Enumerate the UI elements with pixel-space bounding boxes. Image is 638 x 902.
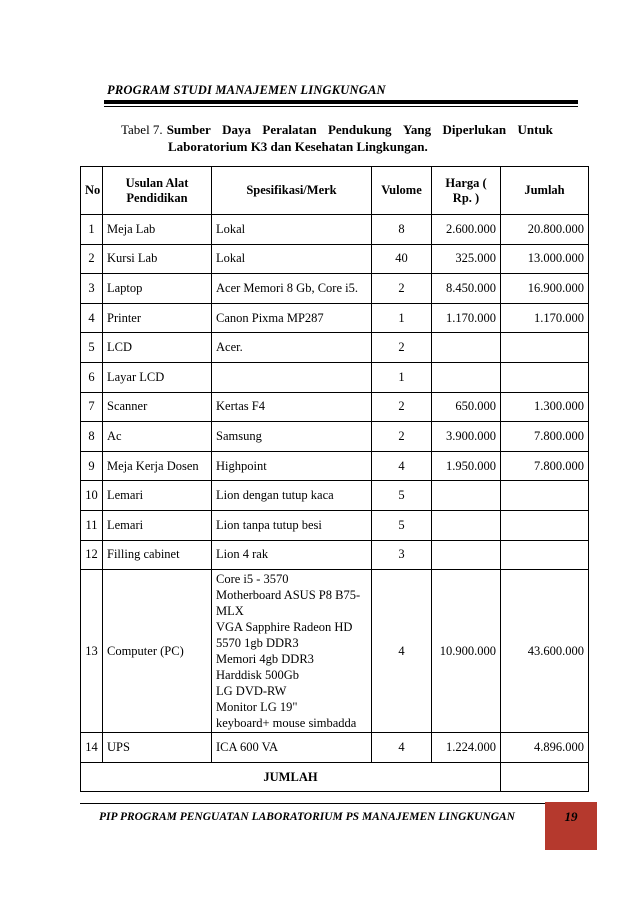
cell-volume: 8 xyxy=(372,215,432,245)
cell-no: 5 xyxy=(81,333,103,363)
cell-price: 1.950.000 xyxy=(432,451,501,481)
cell-spec: Lion dengan tutup kaca xyxy=(212,481,372,511)
header-spec: Spesifikasi/Merk xyxy=(212,167,372,215)
cell-volume: 2 xyxy=(372,274,432,304)
table-row xyxy=(81,215,589,245)
caption-word: Diperlukan xyxy=(442,122,507,137)
cell-item: UPS xyxy=(103,733,212,763)
cell-price xyxy=(432,333,501,363)
cell-total: 16.900.000 xyxy=(501,274,589,304)
cell-price xyxy=(432,362,501,392)
table-row xyxy=(81,733,589,763)
cell-price: 1.170.000 xyxy=(432,303,501,333)
table-row xyxy=(81,303,589,333)
cell-volume: 2 xyxy=(372,392,432,422)
caption-word: Pendukung xyxy=(327,122,392,137)
total-label: JUMLAH xyxy=(81,762,501,792)
cell-item: Scanner xyxy=(103,392,212,422)
spec-line: VGA Sapphire Radeon HD xyxy=(216,620,353,635)
cell-total: 4.896.000 xyxy=(501,733,589,763)
cell-price: 650.000 xyxy=(432,392,501,422)
cell-spec: ICA 600 VA xyxy=(212,733,372,763)
cell-no: 13 xyxy=(81,570,103,733)
cell-item: Lemari xyxy=(103,481,212,511)
cell-volume: 4 xyxy=(372,451,432,481)
cell-item: Layar LCD xyxy=(103,362,212,392)
header-price: Harga ( Rp. ) xyxy=(432,167,501,215)
cell-item: Printer xyxy=(103,303,212,333)
table-caption xyxy=(121,121,553,155)
header-rule-thick xyxy=(104,100,578,104)
cell-volume: 4 xyxy=(372,570,432,733)
cell-no: 9 xyxy=(81,451,103,481)
cell-total xyxy=(501,362,589,392)
spec-line: Monitor LG 19" xyxy=(216,700,298,715)
cell-volume: 2 xyxy=(372,333,432,363)
header-no: No xyxy=(81,167,103,215)
cell-no: 6 xyxy=(81,362,103,392)
header-total: Jumlah xyxy=(501,167,589,215)
cell-price: 1.224.000 xyxy=(432,733,501,763)
cell-no: 2 xyxy=(81,244,103,274)
cell-volume: 4 xyxy=(372,733,432,763)
cell-total xyxy=(501,540,589,570)
cell-volume: 5 xyxy=(372,510,432,540)
cell-item: Computer (PC) xyxy=(103,570,212,733)
cell-no: 14 xyxy=(81,733,103,763)
spec-line: 5570 1gb DDR3 xyxy=(216,636,299,651)
table-row xyxy=(81,451,589,481)
cell-spec: Lokal xyxy=(212,215,372,245)
footer-text: PIP PROGRAM PENGUATAN LABORATORIUM PS MANAJEMEN LINGKUNGAN xyxy=(99,811,515,823)
table-row xyxy=(81,510,589,540)
cell-spec: Acer Memori 8 Gb, Core i5. xyxy=(212,274,372,304)
cell-spec: Canon Pixma MP287 xyxy=(212,303,372,333)
cell-price: 325.000 xyxy=(432,244,501,274)
caption-prefix: Tabel 7. xyxy=(121,122,163,137)
cell-volume: 1 xyxy=(372,303,432,333)
caption-word: Yang xyxy=(402,122,432,137)
total-row xyxy=(81,762,589,792)
cell-spec: Lion 4 rak xyxy=(212,540,372,570)
table-row xyxy=(81,362,589,392)
table-header-row xyxy=(81,167,589,215)
cell-spec: Samsung xyxy=(212,422,372,452)
cell-volume: 1 xyxy=(372,362,432,392)
cell-price: 2.600.000 xyxy=(432,215,501,245)
cell-total: 7.800.000 xyxy=(501,422,589,452)
table-row xyxy=(81,274,589,304)
cell-no: 12 xyxy=(81,540,103,570)
cell-item: Kursi Lab xyxy=(103,244,212,274)
table-row xyxy=(81,422,589,452)
cell-price: 3.900.000 xyxy=(432,422,501,452)
header-rule-thin xyxy=(104,106,578,107)
caption-word: Sumber xyxy=(166,122,211,137)
cell-spec: Lokal xyxy=(212,244,372,274)
header-item: Usulan Alat Pendidikan xyxy=(103,167,212,215)
spec-line: MLX xyxy=(216,604,244,619)
cell-total: 7.800.000 xyxy=(501,451,589,481)
header-volume: Vulome xyxy=(372,167,432,215)
cell-spec xyxy=(212,570,372,733)
cell-spec: Kertas F4 xyxy=(212,392,372,422)
page-number: 19 xyxy=(564,809,578,824)
cell-volume: 2 xyxy=(372,422,432,452)
spec-line: Motherboard ASUS P8 B75- xyxy=(216,588,361,603)
cell-price xyxy=(432,510,501,540)
cell-spec: Lion tanpa tutup besi xyxy=(212,510,372,540)
cell-total: 13.000.000 xyxy=(501,244,589,274)
cell-no: 10 xyxy=(81,481,103,511)
header-title: PROGRAM STUDI MANAJEMEN LINGKUNGAN xyxy=(107,83,386,97)
caption-word: Peralatan xyxy=(262,122,317,137)
cell-item: LCD xyxy=(103,333,212,363)
spec-line: Memori 4gb DDR3 xyxy=(216,652,314,667)
cell-no: 1 xyxy=(81,215,103,245)
spec-line: Core i5 - 3570 xyxy=(216,572,289,587)
table-row xyxy=(81,392,589,422)
caption-word: Daya xyxy=(222,122,252,137)
cell-item: Lemari xyxy=(103,510,212,540)
cell-item: Meja Lab xyxy=(103,215,212,245)
table-row xyxy=(81,333,589,363)
cell-item: Laptop xyxy=(103,274,212,304)
cell-no: 4 xyxy=(81,303,103,333)
cell-total xyxy=(501,510,589,540)
total-value xyxy=(501,762,589,792)
equipment-table xyxy=(80,166,589,792)
spec-line: keyboard+ mouse simbadda xyxy=(216,716,357,731)
cell-volume: 40 xyxy=(372,244,432,274)
table-row xyxy=(81,244,589,274)
cell-item: Ac xyxy=(103,422,212,452)
cell-price: 10.900.000 xyxy=(432,570,501,733)
cell-total: 20.800.000 xyxy=(501,215,589,245)
caption-line-2: Laboratorium K3 dan Kesehatan Lingkungan. xyxy=(168,139,428,154)
table-row xyxy=(81,570,589,733)
cell-price xyxy=(432,481,501,511)
cell-no: 3 xyxy=(81,274,103,304)
table-row xyxy=(81,481,589,511)
cell-no: 11 xyxy=(81,510,103,540)
cell-spec xyxy=(212,362,372,392)
cell-total: 43.600.000 xyxy=(501,570,589,733)
cell-volume: 5 xyxy=(372,481,432,511)
footer-rule xyxy=(80,803,550,804)
caption-word: Untuk xyxy=(517,122,553,137)
cell-volume: 3 xyxy=(372,540,432,570)
cell-spec: Highpoint xyxy=(212,451,372,481)
cell-price: 8.450.000 xyxy=(432,274,501,304)
caption-line-1 xyxy=(167,121,553,138)
cell-item: Meja Kerja Dosen xyxy=(103,451,212,481)
table-row xyxy=(81,540,589,570)
cell-total xyxy=(501,481,589,511)
spec-line: LG DVD-RW xyxy=(216,684,287,699)
cell-no: 7 xyxy=(81,392,103,422)
cell-spec: Acer. xyxy=(212,333,372,363)
spec-line: Harddisk 500Gb xyxy=(216,668,299,683)
cell-price xyxy=(432,540,501,570)
cell-total: 1.300.000 xyxy=(501,392,589,422)
cell-item: Filling cabinet xyxy=(103,540,212,570)
cell-total: 1.170.000 xyxy=(501,303,589,333)
cell-no: 8 xyxy=(81,422,103,452)
cell-total xyxy=(501,333,589,363)
